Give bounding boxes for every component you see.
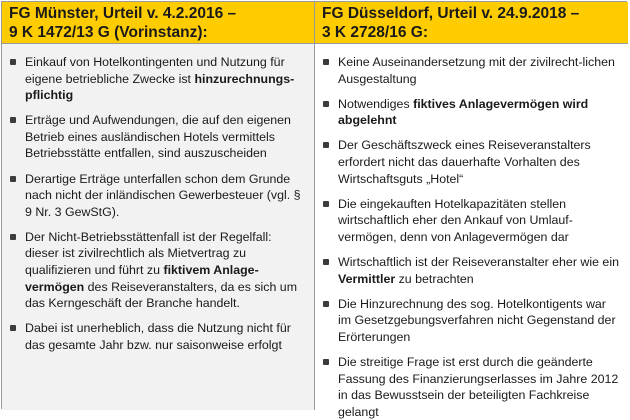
bullet-icon (323, 101, 329, 107)
item-text: Notwendiges (338, 96, 414, 111)
item-text: des Reiseveranstalters, da es sich um das Kerngeschäft der Branche handelt. (25, 279, 298, 311)
item-text: Der Geschäftszweck eines Reiseveranstalters erfordert nicht das dauerhafte Vorhalten des Wirtschaftsguts „Hotel“ (338, 138, 591, 186)
bullet-icon (323, 301, 329, 307)
right-list-item (322, 96, 622, 129)
left-column (2, 44, 315, 410)
bullet-icon (10, 176, 16, 182)
left-header (2, 2, 315, 44)
emphasis-text: fiktives Anlagevermögen wird abgelehnt (338, 96, 589, 128)
item-text: Einkauf von Hotelkontingenten und Nutzung für eigene betriebliche Zwecke ist (25, 55, 285, 86)
item-text: zu betrachten (395, 271, 474, 286)
item-text: Derartige Erträge unterfallen schon dem Grunde nach nicht der inländischen Gewerbesteuer (vgl. § 9 Nr. 3 GewStG). (25, 171, 301, 219)
item-text: Dabei ist unerheblich, dass die Nutzung nicht für das gesamte Jahr bzw. nur saisonweise erfolgt (25, 321, 291, 352)
left-list-item (9, 320, 308, 353)
left-bullet-list (9, 54, 308, 354)
right-header-line-1: FG Düsseldorf, Urteil v. 24.9.2018 – (322, 5, 580, 22)
left-list-item (9, 229, 308, 312)
left-list-item (9, 54, 308, 104)
left-list-item (9, 171, 308, 221)
right-list-item (322, 196, 622, 246)
bullet-icon (323, 259, 329, 265)
right-list-item (322, 296, 622, 346)
item-text: Wirtschaftlich ist der Reiseveranstalter eher wie ein (338, 254, 619, 269)
right-bullet-list (322, 54, 622, 420)
left-header-line-1: FG Münster, Urteil v. 4.2.2016 – (9, 5, 237, 22)
right-list-item (322, 254, 622, 287)
item-text: Erträge und Aufwendungen, die auf den eigenen Betrieb eines ausländischen Hotels vermittels Betriebsstätte entfallen, sind auszuscheiden (25, 113, 291, 161)
bullet-icon (323, 59, 329, 65)
right-header (315, 2, 628, 44)
bullet-icon (323, 359, 329, 365)
right-header-line-2: 3 K 2728/16 G: (322, 24, 428, 41)
comparison-table (1, 1, 627, 419)
bullet-icon (323, 142, 329, 148)
emphasis-text: fiktivem Anlage-vermögen (25, 263, 259, 294)
item-text: Die streitige Frage ist erst durch die geänderte Fassung des Finanzierungserlasses im Jahre 2012 in das Bewusstsein der beteiligten Fachkreise gelangt (338, 354, 619, 419)
item-text: Der Nicht-Betriebsstättenfall ist der Regelfall: dieser ist zivilrechtlich als Mietvertrag zu qualifizieren und führt zu (25, 229, 272, 278)
item-text: Die eingekauften Hotelkapazitäten stellen wirtschaftlich eher den Ankauf von Umlauf-vermögen, denn von Anlagevermögen dar (338, 196, 573, 244)
right-list-item (322, 54, 622, 87)
left-list-item (9, 112, 308, 162)
left-header-line-2: 9 K 1472/13 G (Vorinstanz): (9, 24, 208, 41)
bullet-icon (10, 234, 16, 240)
right-list-item (322, 354, 622, 420)
bullet-icon (10, 117, 16, 123)
emphasis-text: hinzurechnungs-pflichtig (25, 71, 295, 103)
bullet-icon (323, 201, 329, 207)
bullet-icon (10, 59, 16, 65)
item-text: Die Hinzurechnung des sog. Hotelkontigents war im Gesetzgebungsverfahren nicht Gegenstand der Erörterungen (338, 296, 616, 344)
emphasis-text: Vermittler (338, 271, 396, 286)
item-text: Keine Auseinandersetzung mit der zivilrecht-lichen Ausgestaltung (338, 55, 615, 86)
right-column (315, 44, 628, 419)
bullet-icon (10, 325, 16, 331)
right-list-item (322, 137, 622, 187)
